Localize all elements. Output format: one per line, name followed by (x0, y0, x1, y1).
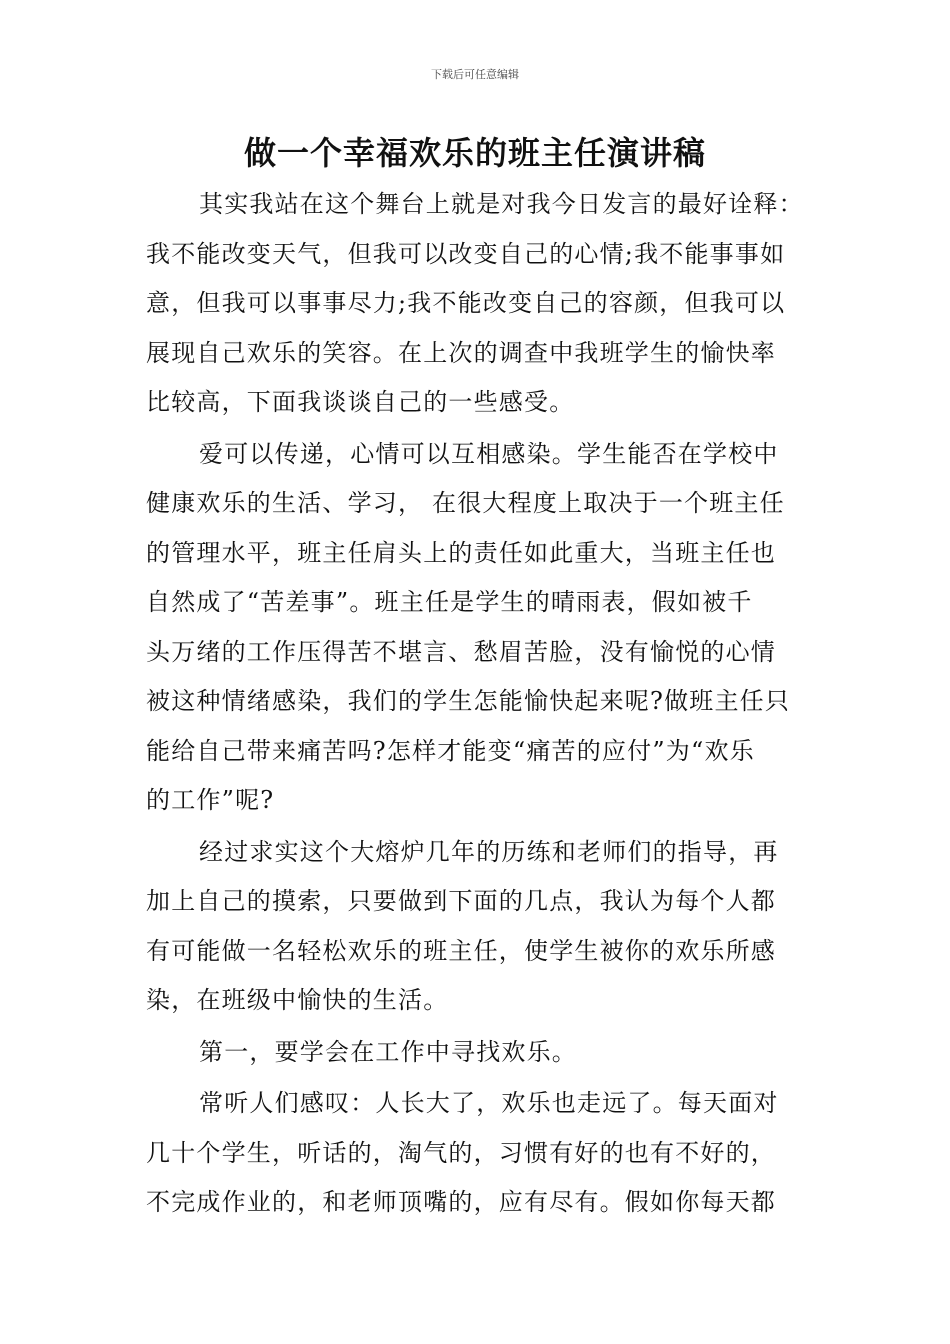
text-line: 头万绪的工作压得苦不堪言、愁眉苦脸，没有愉悦的心情 (146, 637, 776, 666)
text-line: 几十个学生，听话的，淘气的，习惯有好的也有不好的， (146, 1138, 776, 1167)
text-line: 展现自己欢乐的笑容。在上次的调查中我班学生的愉快率 (146, 338, 776, 367)
text-line: 的工作”呢? (146, 786, 275, 814)
document-body (146, 180, 810, 1230)
text-line: 不完成作业的，和老师顶嘴的，应有尽有。假如你每天都 (146, 1188, 776, 1216)
page-header-note: 下载后可任意编辑 (431, 68, 519, 81)
text-line: 比较高，下面我谈谈自己的一些感受。 (146, 388, 575, 416)
paragraph (146, 430, 810, 826)
text-line: 常听人们感叹：人长大了，欢乐也走远了。每天面对 (199, 1089, 779, 1117)
paragraph (146, 1079, 810, 1228)
text-line: 自然成了“苦差事”。班主任是学生的晴雨表，假如被千 (146, 588, 753, 616)
section-heading-line: 第一，要学会在工作中寻找欢乐。 (199, 1037, 577, 1066)
text-line: 有可能做一名轻松欢乐的班主任，使学生被你的欢乐所感 (146, 936, 776, 965)
text-line: 加上自己的摸索，只要做到下面的几点，我认为每个人都 (146, 887, 776, 915)
document-title: 做一个幸福欢乐的班主任演讲稿 (243, 134, 706, 172)
text-line: 健康欢乐的生活、学习， 在很大程度上取决于一个班主任 (146, 489, 785, 517)
text-line: 的管理水平，班主任肩头上的责任如此重大，当班主任也 (146, 538, 776, 567)
text-line: 意，但我可以事事尽力;我不能改变自己的容颜，但我可以 (146, 289, 786, 317)
text-line: 爱可以传递，心情可以互相感染。学生能否在学校中 (199, 439, 779, 468)
text-line: 染，在班级中愉快的生活。 (146, 986, 449, 1014)
paragraph (146, 828, 810, 1026)
text-line: 被这种情绪感染，我们的学生怎能愉快起来呢?做班主任只 (146, 687, 791, 715)
text-line: 经过求实这个大熔炉几年的历练和老师们的指导，再 (199, 837, 779, 866)
paragraph (146, 180, 810, 428)
paragraph-heading (146, 1028, 810, 1078)
text-line: 其实我站在这个舞台上就是对我今日发言的最好诠释： (199, 190, 804, 218)
text-line: 能给自己带来痛苦吗?怎样才能变“痛苦的应付”为“欢乐 (146, 736, 755, 765)
text-line: 我不能改变天气，但我可以改变自己的心情;我不能事事如 (146, 239, 786, 268)
